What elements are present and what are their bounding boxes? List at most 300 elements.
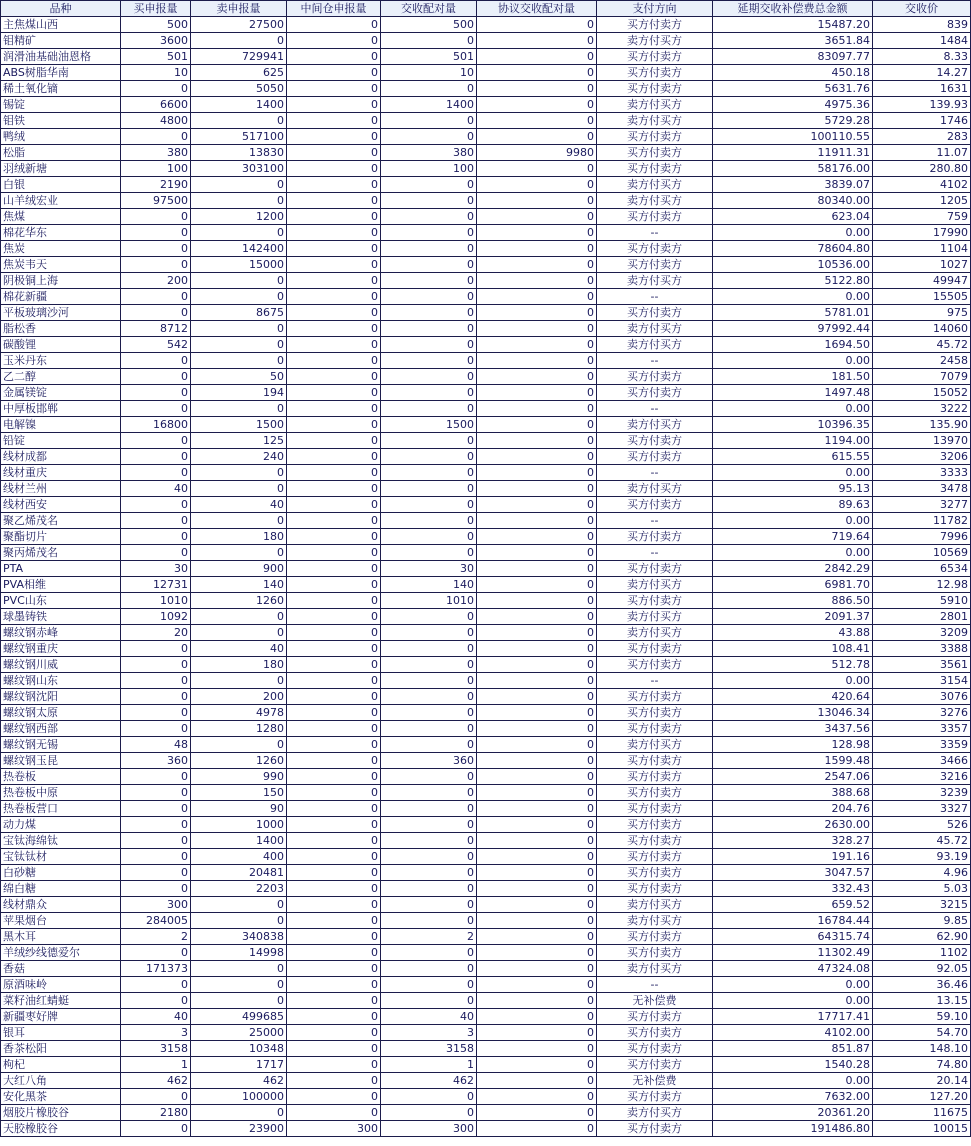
cell-compensation-total: 6981.70 [713,577,873,593]
cell-matched-volume: 0 [381,993,477,1009]
cell-sell-volume: 0 [191,625,287,641]
cell-agreement-matched-volume: 0 [477,81,597,97]
cell-matched-volume: 0 [381,641,477,657]
cell-compensation-total: 1599.48 [713,753,873,769]
cell-matched-volume: 0 [381,497,477,513]
table-row [1,385,971,401]
cell-settlement-price: 11.07 [873,145,971,161]
cell-intermediate-volume: 0 [287,225,381,241]
cell-matched-volume: 0 [381,961,477,977]
table-row [1,97,971,113]
cell-variety: 球墨铸铁 [1,609,121,625]
cell-intermediate-volume: 0 [287,353,381,369]
cell-compensation-total: 512.78 [713,657,873,673]
cell-compensation-total: 0.00 [713,513,873,529]
table-row [1,913,971,929]
table-row [1,193,971,209]
cell-agreement-matched-volume: 0 [477,33,597,49]
cell-settlement-price: 17990 [873,225,971,241]
table-row [1,641,971,657]
cell-compensation-total: 181.50 [713,369,873,385]
table-row [1,33,971,49]
cell-buy-volume: 0 [121,289,191,305]
col-header-sell-volume: 卖申报量 [191,1,287,17]
cell-compensation-total: 11302.49 [713,945,873,961]
cell-buy-volume: 0 [121,705,191,721]
cell-variety: 螺纹钢玉昆 [1,753,121,769]
cell-compensation-total: 2630.00 [713,817,873,833]
cell-buy-volume: 0 [121,241,191,257]
table-row [1,849,971,865]
cell-payment-direction: 卖方付买方 [597,321,713,337]
cell-payment-direction: 卖方付买方 [597,625,713,641]
cell-payment-direction: 卖方付买方 [597,177,713,193]
cell-sell-volume: 1000 [191,817,287,833]
cell-compensation-total: 15487.20 [713,17,873,33]
cell-payment-direction: 卖方付买方 [597,961,713,977]
cell-compensation-total: 0.00 [713,1073,873,1089]
cell-intermediate-volume: 0 [287,145,381,161]
cell-settlement-price: 3357 [873,721,971,737]
cell-payment-direction: -- [597,289,713,305]
cell-settlement-price: 3216 [873,769,971,785]
cell-intermediate-volume: 300 [287,1121,381,1137]
cell-buy-volume: 0 [121,849,191,865]
cell-agreement-matched-volume: 0 [477,321,597,337]
cell-agreement-matched-volume: 0 [477,881,597,897]
table-row [1,81,971,97]
cell-sell-volume: 125 [191,433,287,449]
cell-settlement-price: 1484 [873,33,971,49]
cell-variety: 乙二醇 [1,369,121,385]
cell-settlement-price: 1102 [873,945,971,961]
cell-payment-direction: 无补偿费 [597,1073,713,1089]
cell-buy-volume: 501 [121,49,191,65]
table-row [1,65,971,81]
cell-agreement-matched-volume: 0 [477,1025,597,1041]
cell-settlement-price: 92.05 [873,961,971,977]
cell-intermediate-volume: 0 [287,897,381,913]
cell-sell-volume: 0 [191,1105,287,1121]
cell-variety: 螺纹钢太原 [1,705,121,721]
cell-matched-volume: 0 [381,833,477,849]
cell-buy-volume: 40 [121,1009,191,1025]
cell-settlement-price: 3239 [873,785,971,801]
cell-matched-volume: 380 [381,145,477,161]
cell-settlement-price: 3478 [873,481,971,497]
cell-settlement-price: 10569 [873,545,971,561]
cell-sell-volume: 15000 [191,257,287,273]
cell-intermediate-volume: 0 [287,689,381,705]
cell-payment-direction: 买方付卖方 [597,769,713,785]
cell-intermediate-volume: 0 [287,273,381,289]
cell-variety: 润滑油基础油恩格 [1,49,121,65]
cell-settlement-price: 5910 [873,593,971,609]
cell-intermediate-volume: 0 [287,641,381,657]
cell-intermediate-volume: 0 [287,801,381,817]
cell-settlement-price: 15052 [873,385,971,401]
cell-intermediate-volume: 0 [287,1009,381,1025]
cell-matched-volume: 0 [381,113,477,129]
cell-variety: 线材兰州 [1,481,121,497]
cell-settlement-price: 3076 [873,689,971,705]
cell-settlement-price: 15505 [873,289,971,305]
cell-compensation-total: 5631.76 [713,81,873,97]
table-row [1,1121,971,1137]
cell-settlement-price: 3327 [873,801,971,817]
cell-compensation-total: 1194.00 [713,433,873,449]
cell-buy-volume: 16800 [121,417,191,433]
cell-intermediate-volume: 0 [287,33,381,49]
cell-intermediate-volume: 0 [287,785,381,801]
cell-variety: 原酒味岭 [1,977,121,993]
cell-matched-volume: 0 [381,625,477,641]
cell-settlement-price: 12.98 [873,577,971,593]
cell-settlement-price: 3206 [873,449,971,465]
cell-intermediate-volume: 0 [287,945,381,961]
table-row [1,657,971,673]
cell-matched-volume: 0 [381,273,477,289]
cell-compensation-total: 328.27 [713,833,873,849]
cell-matched-volume: 0 [381,705,477,721]
cell-buy-volume: 0 [121,305,191,321]
cell-variety: ABS树脂华南 [1,65,121,81]
table-row [1,737,971,753]
cell-agreement-matched-volume: 0 [477,449,597,465]
cell-compensation-total: 10536.00 [713,257,873,273]
cell-compensation-total: 100110.55 [713,129,873,145]
cell-agreement-matched-volume: 0 [477,577,597,593]
header-row [1,1,971,17]
cell-settlement-price: 2801 [873,609,971,625]
cell-sell-volume: 0 [191,177,287,193]
cell-buy-volume: 0 [121,353,191,369]
table-row [1,481,971,497]
table-row [1,577,971,593]
cell-sell-volume: 14998 [191,945,287,961]
cell-matched-volume: 0 [381,481,477,497]
cell-variety: PVA相维 [1,577,121,593]
table-row [1,177,971,193]
cell-buy-volume: 0 [121,673,191,689]
cell-settlement-price: 7079 [873,369,971,385]
col-header-compensation-total: 延期交收补偿费总金额 [713,1,873,17]
cell-payment-direction: 买方付卖方 [597,449,713,465]
cell-matched-volume: 0 [381,1089,477,1105]
cell-sell-volume: 90 [191,801,287,817]
cell-intermediate-volume: 0 [287,369,381,385]
cell-payment-direction: 买方付卖方 [597,929,713,945]
cell-matched-volume: 0 [381,401,477,417]
table-row [1,705,971,721]
cell-intermediate-volume: 0 [287,673,381,689]
cell-payment-direction: 买方付卖方 [597,529,713,545]
cell-sell-volume: 0 [191,321,287,337]
cell-variety: 聚丙烯茂名 [1,545,121,561]
cell-sell-volume: 13830 [191,145,287,161]
cell-agreement-matched-volume: 0 [477,945,597,961]
cell-buy-volume: 0 [121,993,191,1009]
col-header-variety: 品种 [1,1,121,17]
cell-settlement-price: 759 [873,209,971,225]
cell-agreement-matched-volume: 0 [477,657,597,673]
cell-compensation-total: 450.18 [713,65,873,81]
cell-matched-volume: 0 [381,177,477,193]
cell-intermediate-volume: 0 [287,561,381,577]
cell-payment-direction: 买方付卖方 [597,1121,713,1137]
cell-payment-direction: 卖方付买方 [597,273,713,289]
table-row [1,273,971,289]
cell-sell-volume: 142400 [191,241,287,257]
cell-intermediate-volume: 0 [287,449,381,465]
cell-sell-volume: 0 [191,993,287,1009]
cell-agreement-matched-volume: 0 [477,897,597,913]
cell-compensation-total: 13046.34 [713,705,873,721]
cell-agreement-matched-volume: 0 [477,417,597,433]
cell-compensation-total: 16784.44 [713,913,873,929]
cell-agreement-matched-volume: 0 [477,433,597,449]
cell-agreement-matched-volume: 0 [477,865,597,881]
cell-buy-volume: 0 [121,513,191,529]
cell-buy-volume: 0 [121,1121,191,1137]
cell-compensation-total: 97992.44 [713,321,873,337]
cell-payment-direction: 买方付卖方 [597,65,713,81]
cell-settlement-price: 526 [873,817,971,833]
cell-compensation-total: 108.41 [713,641,873,657]
cell-compensation-total: 3839.07 [713,177,873,193]
cell-payment-direction: 卖方付买方 [597,737,713,753]
cell-intermediate-volume: 0 [287,833,381,849]
cell-buy-volume: 20 [121,625,191,641]
table-row [1,721,971,737]
cell-intermediate-volume: 0 [287,1041,381,1057]
cell-sell-volume: 0 [191,513,287,529]
cell-sell-volume: 40 [191,641,287,657]
cell-sell-volume: 0 [191,401,287,417]
col-header-settlement-price: 交收价 [873,1,971,17]
cell-compensation-total: 0.00 [713,225,873,241]
cell-payment-direction: 买方付卖方 [597,593,713,609]
cell-compensation-total: 623.04 [713,209,873,225]
cell-sell-volume: 499685 [191,1009,287,1025]
table-row [1,241,971,257]
cell-payment-direction: 买方付卖方 [597,705,713,721]
cell-buy-volume: 2180 [121,1105,191,1121]
cell-sell-volume: 23900 [191,1121,287,1137]
cell-intermediate-volume: 0 [287,289,381,305]
cell-compensation-total: 886.50 [713,593,873,609]
cell-payment-direction: 卖方付买方 [597,337,713,353]
table-row [1,817,971,833]
cell-matched-volume: 0 [381,257,477,273]
cell-matched-volume: 0 [381,449,477,465]
cell-matched-volume: 3158 [381,1041,477,1057]
cell-sell-volume: 1200 [191,209,287,225]
cell-settlement-price: 10015 [873,1121,971,1137]
cell-agreement-matched-volume: 0 [477,993,597,1009]
cell-agreement-matched-volume: 0 [477,177,597,193]
cell-payment-direction: 买方付卖方 [597,945,713,961]
cell-settlement-price: 1027 [873,257,971,273]
table-row [1,769,971,785]
table-row [1,465,971,481]
cell-sell-volume: 180 [191,529,287,545]
cell-sell-volume: 0 [191,273,287,289]
cell-matched-volume: 0 [381,369,477,385]
cell-variety: 棉花华东 [1,225,121,241]
cell-agreement-matched-volume: 0 [477,769,597,785]
cell-buy-volume: 171373 [121,961,191,977]
cell-variety: 菜籽油红蜻蜓 [1,993,121,1009]
cell-matched-volume: 10 [381,65,477,81]
cell-payment-direction: 买方付卖方 [597,161,713,177]
cell-compensation-total: 3437.56 [713,721,873,737]
cell-agreement-matched-volume: 0 [477,1121,597,1137]
cell-matched-volume: 462 [381,1073,477,1089]
cell-settlement-price: 3154 [873,673,971,689]
cell-compensation-total: 0.00 [713,353,873,369]
cell-matched-volume: 0 [381,337,477,353]
cell-variety: 鸭绒 [1,129,121,145]
cell-compensation-total: 64315.74 [713,929,873,945]
cell-agreement-matched-volume: 0 [477,65,597,81]
cell-payment-direction: 买方付卖方 [597,385,713,401]
cell-buy-volume: 300 [121,897,191,913]
cell-intermediate-volume: 0 [287,113,381,129]
cell-settlement-price: 1746 [873,113,971,129]
cell-sell-volume: 4978 [191,705,287,721]
cell-settlement-price: 62.90 [873,929,971,945]
cell-matched-volume: 0 [381,817,477,833]
cell-agreement-matched-volume: 0 [477,17,597,33]
table-row [1,369,971,385]
cell-settlement-price: 36.46 [873,977,971,993]
cell-variety: 香茶松阳 [1,1041,121,1057]
cell-settlement-price: 3277 [873,497,971,513]
cell-agreement-matched-volume: 0 [477,225,597,241]
table-row [1,161,971,177]
cell-agreement-matched-volume: 0 [477,193,597,209]
cell-payment-direction: 卖方付买方 [597,1105,713,1121]
cell-sell-volume: 50 [191,369,287,385]
table-row [1,513,971,529]
cell-sell-volume: 0 [191,673,287,689]
cell-compensation-total: 0.00 [713,545,873,561]
cell-payment-direction: -- [597,673,713,689]
table-row [1,113,971,129]
cell-agreement-matched-volume: 0 [477,209,597,225]
cell-payment-direction: -- [597,545,713,561]
cell-settlement-price: 59.10 [873,1009,971,1025]
cell-variety: 碳酸锂 [1,337,121,353]
cell-settlement-price: 3209 [873,625,971,641]
cell-sell-volume: 25000 [191,1025,287,1041]
table-row [1,865,971,881]
cell-matched-volume: 0 [381,289,477,305]
cell-buy-volume: 8712 [121,321,191,337]
cell-payment-direction: 买方付卖方 [597,817,713,833]
cell-payment-direction: 买方付卖方 [597,865,713,881]
cell-compensation-total: 0.00 [713,289,873,305]
cell-intermediate-volume: 0 [287,977,381,993]
col-header-agreement-matched-volume: 协议交收配对量 [477,1,597,17]
table-row [1,545,971,561]
cell-intermediate-volume: 0 [287,737,381,753]
cell-compensation-total: 719.64 [713,529,873,545]
cell-intermediate-volume: 0 [287,1073,381,1089]
cell-compensation-total: 78604.80 [713,241,873,257]
cell-payment-direction: 买方付卖方 [597,81,713,97]
cell-sell-volume: 0 [191,337,287,353]
cell-intermediate-volume: 0 [287,81,381,97]
cell-buy-volume: 0 [121,689,191,705]
cell-compensation-total: 4102.00 [713,1025,873,1041]
cell-variety: 安化黑茶 [1,1089,121,1105]
col-header-payment-direction: 支付方向 [597,1,713,17]
cell-payment-direction: 卖方付买方 [597,113,713,129]
cell-matched-volume: 0 [381,321,477,337]
cell-sell-volume: 0 [191,113,287,129]
cell-intermediate-volume: 0 [287,929,381,945]
cell-variety: 宝钛钛材 [1,849,121,865]
cell-agreement-matched-volume: 0 [477,481,597,497]
cell-variety: 铅锭 [1,433,121,449]
table-row [1,609,971,625]
cell-buy-volume: 0 [121,657,191,673]
cell-sell-volume: 0 [191,913,287,929]
cell-intermediate-volume: 0 [287,625,381,641]
cell-payment-direction: 卖方付买方 [597,913,713,929]
cell-payment-direction: 买方付卖方 [597,433,713,449]
cell-intermediate-volume: 0 [287,177,381,193]
cell-compensation-total: 83097.77 [713,49,873,65]
cell-matched-volume: 0 [381,305,477,321]
cell-sell-volume: 1260 [191,593,287,609]
table-row [1,1089,971,1105]
cell-buy-volume: 0 [121,945,191,961]
cell-matched-volume: 0 [381,385,477,401]
cell-variety: 线材西安 [1,497,121,513]
cell-matched-volume: 0 [381,785,477,801]
cell-payment-direction: 买方付卖方 [597,561,713,577]
cell-sell-volume: 0 [191,33,287,49]
cell-intermediate-volume: 0 [287,513,381,529]
cell-settlement-price: 4102 [873,177,971,193]
cell-intermediate-volume: 0 [287,433,381,449]
col-header-matched-volume: 交收配对量 [381,1,477,17]
cell-sell-volume: 0 [191,737,287,753]
cell-intermediate-volume: 0 [287,481,381,497]
cell-buy-volume: 0 [121,865,191,881]
cell-variety: 热卷板营口 [1,801,121,817]
cell-sell-volume: 150 [191,785,287,801]
cell-sell-volume: 240 [191,449,287,465]
cell-agreement-matched-volume: 0 [477,913,597,929]
cell-sell-volume: 27500 [191,17,287,33]
cell-variety: 螺纹钢川威 [1,657,121,673]
cell-variety: 焦煤 [1,209,121,225]
cell-settlement-price: 283 [873,129,971,145]
cell-agreement-matched-volume: 0 [477,1089,597,1105]
cell-settlement-price: 139.93 [873,97,971,113]
cell-agreement-matched-volume: 0 [477,305,597,321]
cell-matched-volume: 30 [381,561,477,577]
cell-settlement-price: 6534 [873,561,971,577]
cell-compensation-total: 5122.80 [713,273,873,289]
cell-variety: 白砂糖 [1,865,121,881]
cell-variety: 主焦煤山西 [1,17,121,33]
cell-compensation-total: 851.87 [713,1041,873,1057]
